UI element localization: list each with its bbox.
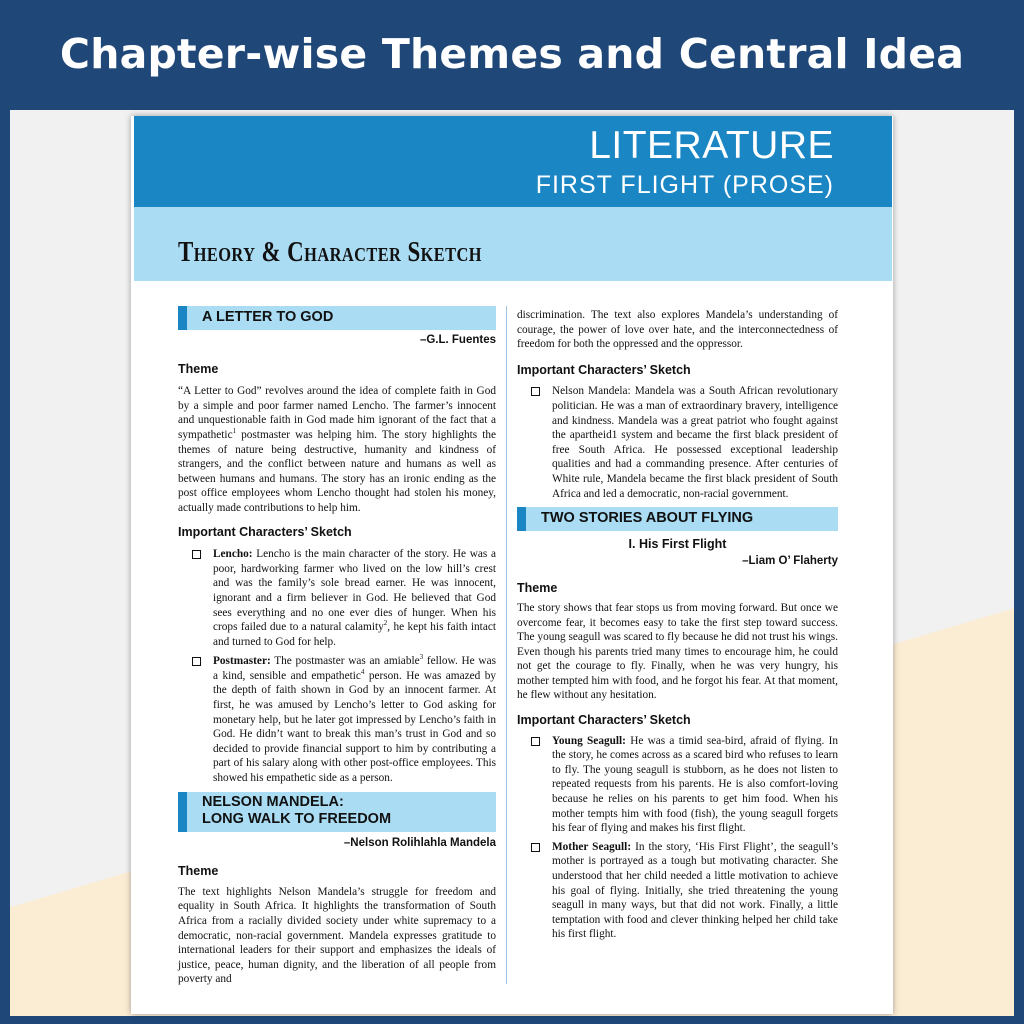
section-band-title: Theory & Character Sketch <box>178 237 482 268</box>
character-text: person. He was amazed by the depth of faith shown in God by an innocent farmer. At first, he was amused by Lencho’s letter to God asking for monetary help, but he later got impressed by Lencho’s faith in God. He didn’t want to break this man’s trust in God and so decided to provide financial support to him by contributing a part of his salary along with other post-office employees. This showed his empathetic side as a person. <box>213 669 497 785</box>
checkbox-bullet-icon <box>531 737 540 746</box>
theme-paragraph: The text highlights Nelson Mandela’s struggle for freedom and equality in South Africa. It highlights the transformation of South Africa from a racially divided society under white supremacy to a democratic, non-racial government. Mandela expresses gratitude to international leaders for their support and emphasizes the ideals of justice, peace, human dignity, and the liberation of all people from poverty and <box>178 885 496 986</box>
author-line: –G.L. Fuentes <box>419 334 496 346</box>
story-title: I. His First Flight <box>628 537 727 552</box>
characters-heading: Important Characters’ Sketch <box>517 713 691 728</box>
header-title: LITERATURE <box>589 124 834 167</box>
list-item-lencho <box>178 547 496 649</box>
characters-heading: Important Characters’ Sketch <box>517 362 691 377</box>
banner-title: Chapter-wise Themes and Central Idea <box>59 30 965 78</box>
list-item-postmaster <box>178 654 496 785</box>
character-text: The postmaster was an amiable <box>270 655 420 668</box>
character-text: , he kept his faith intact and turned to God for help. <box>213 621 496 648</box>
footnote-mark: 2 <box>383 619 388 628</box>
checkbox-bullet-icon <box>531 843 540 852</box>
header-subtitle: FIRST FLIGHT (PROSE) <box>535 171 834 199</box>
theme-paragraph: The story shows that fear stops us from moving forward. But once we overcome fear, it becomes easy to take the first step toward success. The young seagull was scared to fly because he did not trust his wings. Even though his parents tried many times to encourage him, he could not get the courage to fly. Finally, when he was very hungry, his mother tempted him with food, and he forgot his fear. At that moment, he flew without any hesitation. <box>517 601 838 702</box>
character-name: Postmaster: <box>213 655 271 668</box>
character-name: Young Seagull: <box>552 734 626 747</box>
character-text: In the story, ‘His First Flight’, the seagull’s mother is portrayed as a tough but motivating character. She understood that her child needed a little motivation to achieve his goal of flying. Initially, she tried threatening the young seagull in many ways, but that did not work. Finally, a little temptation with food and clever thinking helped her child take his first flight. <box>552 840 838 941</box>
footnote-mark: 1 <box>232 427 237 436</box>
book-page <box>131 116 893 1014</box>
character-name: Mother Seagull: <box>552 840 632 853</box>
continued-paragraph: discrimination. The text also explores Mandela’s understanding of courage, the power of love over hate, and the interconnectedness of freedom for both the oppressed and the oppressor. <box>517 309 838 351</box>
page-header <box>134 116 892 207</box>
section-heading-line2: LONG WALK TO FREEDOM <box>202 810 392 827</box>
section-band <box>134 207 892 281</box>
character-name: Lencho: <box>213 548 253 561</box>
characters-heading: Important Characters’ Sketch <box>178 524 352 539</box>
section-heading-text: A LETTER TO GOD <box>202 309 334 325</box>
character-text: Lencho is the main character of the story. He was a poor, hardworking farmer who lived on the low hill’s crest and was the family’s sole bread earner. He was innocent, ignorant and a firm believer in God. He believed that God sees everything and no one ever dies of hunger. When his crops failed due to a natural calamity <box>213 548 496 634</box>
theme-heading: Theme <box>178 864 219 879</box>
section-heading-line1: NELSON MANDELA: <box>202 793 344 810</box>
character-text: He was a timid sea-bird, afraid of flying. In the story, he comes across as a scared bird who refuses to learn to fly. The young seagull is stubborn, as he does not listen to repeated requests from his parents. He is also comfort-loving because he relies on his parents to get him food. When his mother tempts him with food (fish), the young seagull forgets his fear of flying and makes his first flight. <box>552 734 838 835</box>
footnote-mark: 4 <box>360 668 365 677</box>
character-text: fellow. He was a kind, sensible and empathetic <box>213 655 496 682</box>
list-item-nelson-mandela <box>517 384 838 501</box>
section-heading-text: TWO STORIES ABOUT FLYING <box>541 510 754 527</box>
section-heading-nelson-mandela <box>178 792 496 832</box>
footnote-mark: 3 <box>419 653 424 662</box>
theme-heading: Theme <box>178 361 219 376</box>
character-text: Nelson Mandela: Mandela was a South African revolutionary politician. He was a man of extraordinary bravery, intelligence and kindness. Mandela was a great patriot who fought against the apartheid1 system and became the first black president of free South Africa. He possessed exceptional leadership qualities and had a commanding presence. After centuries of White rule, Mandela became the first black president of South Africa and led a democratic, non-racial government. <box>552 385 838 500</box>
column-divider <box>506 306 507 984</box>
theme-text-b: postmaster was helping him. The story highlights the themes of nature being destructive, humanity and kindness of strangers, and the conflict between nature and humans as well as between humans and humans. The story has an ironic ending as the post office employees whom Lencho thought had stolen his money, actually made contributions to help him. <box>178 428 496 514</box>
checkbox-bullet-icon <box>192 657 201 666</box>
checkbox-bullet-icon <box>531 387 540 396</box>
section-heading-two-stories <box>517 507 838 531</box>
left-column <box>178 306 496 987</box>
list-item-young-seagull <box>517 734 838 836</box>
author-line: –Nelson Rolihlahla Mandela <box>343 836 496 849</box>
theme-heading: Theme <box>517 581 558 596</box>
checkbox-bullet-icon <box>192 550 201 559</box>
top-banner <box>0 0 1024 110</box>
theme-paragraph <box>178 384 496 515</box>
author-line: –Liam O’ Flaherty <box>742 554 838 567</box>
right-column <box>517 308 838 942</box>
theme-text-a: “A Letter to God” revolves around the idea of complete faith in God by a simple and poor farmer named Lencho. The farmer’s innocent and unquestionable faith in God made him ignorant of the fact that a sympathetic <box>178 385 496 441</box>
section-heading-letter-to-god <box>178 306 496 330</box>
list-item-mother-seagull <box>517 840 838 942</box>
